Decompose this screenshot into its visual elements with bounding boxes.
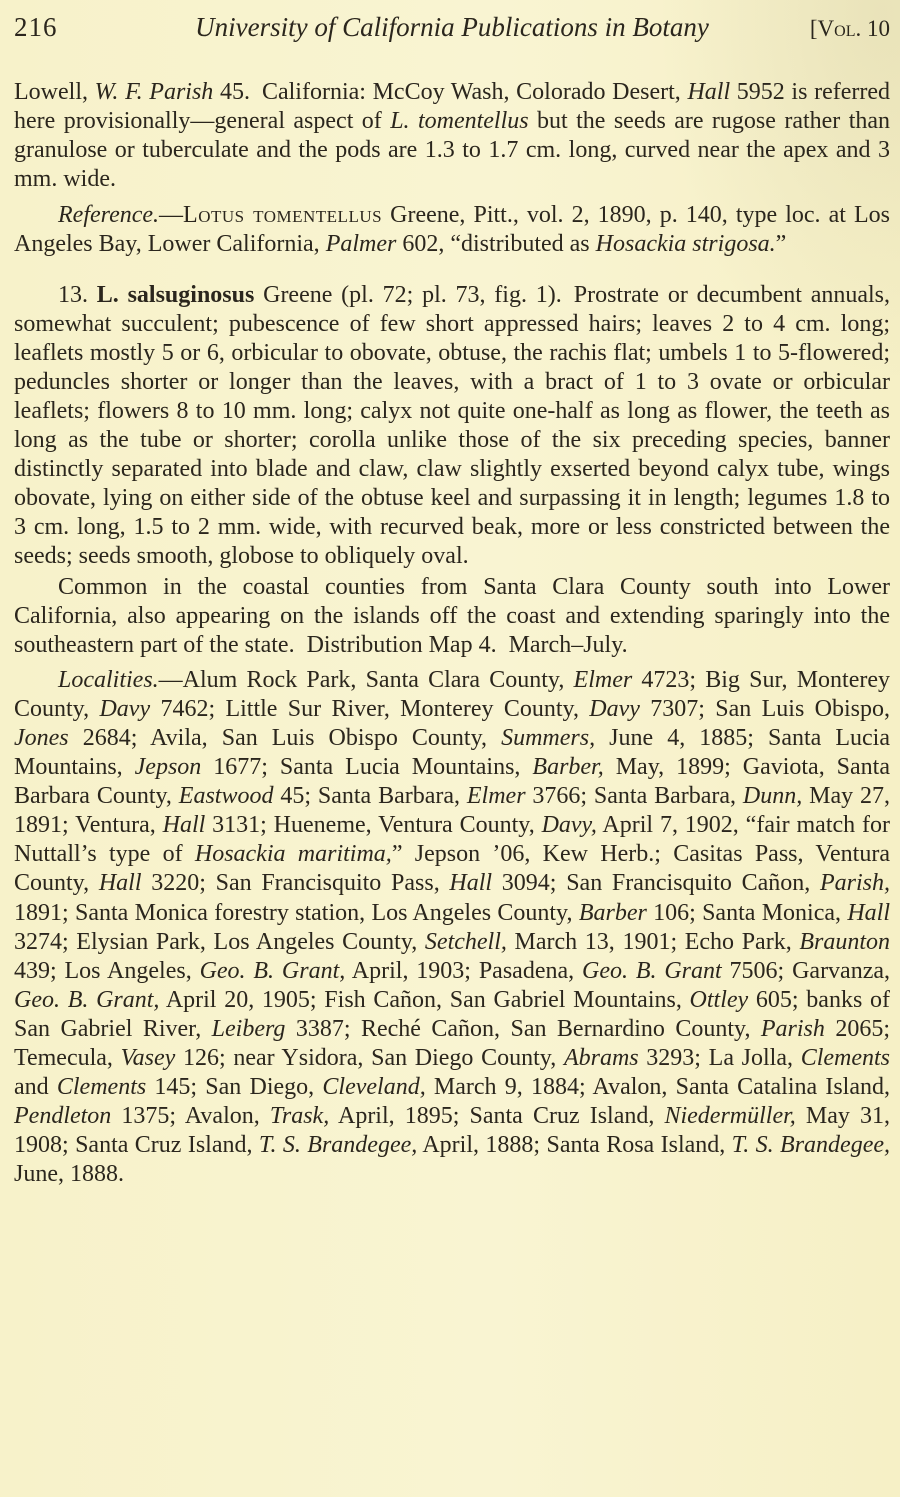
text-segment: Jepson (134, 754, 202, 781)
text-segment: Localities. (58, 666, 159, 693)
text-segment: Hosackia maritima, (194, 841, 392, 868)
text-segment: 2065; Temecula, (14, 1015, 891, 1071)
text-segment: 4723; Big Sur, Monterey County, (14, 666, 890, 722)
text-segment: T. S. Brandegee, (258, 1132, 418, 1159)
text-segment: 602, “distributed as (396, 231, 596, 258)
distribution-paragraph (14, 573, 890, 660)
text-segment: Abrams (563, 1045, 639, 1071)
text-segment: April, 1895; Santa Cruz Island, (329, 1103, 665, 1130)
text-segment: ” Jepson ’06, Kew Herb.; Casitas Pass, Ventura County, (14, 841, 890, 897)
text-segment: Hosackia strigosa. (595, 231, 776, 258)
text-segment: Geo. B. Grant (582, 957, 722, 984)
text-segment: 3274; Elysian Park, Los Angeles County, (14, 928, 425, 955)
localities-paragraph (14, 666, 890, 1190)
text-segment: Hall (449, 870, 493, 897)
text-segment: 45; Santa Barbara, (273, 783, 467, 810)
text-segment: W. F. Parish (94, 79, 214, 105)
species-description-paragraph (14, 281, 890, 572)
text-segment: Pendleton (14, 1103, 112, 1130)
text-segment: Eastwood (178, 783, 274, 810)
text-segment: April 7, 1902, “fair match for Nuttall’s type of (14, 812, 890, 868)
text-segment: Dunn, (742, 783, 803, 810)
text-segment: 106; Santa Monica, (646, 899, 848, 926)
text-segment: but the seeds are rugose rather than granulose or tuberculate and the pods are 1.3 to 1.7 cm. long, curved near the apex and 3 mm. wide. (14, 108, 891, 193)
text-segment: 439; Los Angeles, (14, 957, 200, 984)
journal-title: University of California Publications in Botany (195, 12, 709, 42)
text-segment: 3766; Santa Barbara, (525, 783, 743, 810)
text-segment: —Alum Rock Park, Santa Clara County, (158, 666, 574, 693)
text-segment: Lowell, (14, 79, 95, 105)
text-segment: May, 1899; Gaviota, Santa Barbara County, (14, 754, 890, 810)
text-segment: June 4, 1885; Santa Lucia Mountains, (14, 724, 890, 781)
page-body (14, 78, 890, 1189)
text-segment: Parish, (819, 870, 890, 897)
text-segment: June, 1888. (14, 1161, 124, 1188)
text-segment: Barber, (532, 754, 604, 781)
continuation-paragraph (14, 78, 890, 194)
text-segment: 1375; Avalon, (111, 1103, 270, 1130)
text-segment: April 20, 1905; Fish Cañon, San Gabriel Mountains, (159, 986, 690, 1013)
text-segment: 45. California: McCoy Wash, Colorado Desert, (213, 79, 688, 105)
text-segment: Vasey (120, 1045, 176, 1071)
text-segment: Elmer (466, 783, 526, 810)
text-segment: 126; near Ysidora, San Diego County, (175, 1045, 564, 1071)
text-segment: Clements (56, 1074, 147, 1101)
text-segment: ” (775, 231, 787, 258)
text-segment: Summers, (501, 724, 596, 751)
text-segment: 7506; Garvanza, (721, 957, 891, 984)
text-segment: Cleveland, (322, 1074, 426, 1101)
text-segment: and (14, 1074, 57, 1101)
text-segment: 13. (58, 281, 97, 308)
text-segment: March 9, 1884; Avalon, Santa Catalina Island, (425, 1074, 890, 1101)
text-segment: Davy, (541, 812, 597, 839)
text-segment: Davy (589, 695, 640, 722)
text-segment: March 13, 1901; Echo Park, (506, 928, 800, 955)
text-segment: 3387; Reché Cañon, San Bernardino County, (285, 1015, 761, 1042)
text-segment: 2684; Avila, San Luis Obispo County, (68, 724, 502, 751)
page-number: 216 (14, 12, 58, 42)
text-segment: T. S. Brandegee, (731, 1132, 891, 1159)
text-segment: Lotus tomentellus (183, 202, 383, 229)
text-segment: — (159, 202, 184, 229)
text-segment: Geo. B. Grant, (199, 957, 346, 984)
text-segment: Hall (687, 79, 731, 105)
text-segment: Hall (162, 812, 206, 839)
text-segment: Hall (98, 870, 142, 897)
text-segment: 5952 is referred here provisionally—general aspect of (14, 79, 890, 135)
text-segment: 145; San Diego, (146, 1074, 323, 1101)
text-segment: Jones (14, 724, 69, 751)
text-segment: 605; banks of San Gabriel River, (14, 986, 890, 1042)
volume-label: [Vol. 10 (809, 16, 890, 41)
text-segment: April, 1903; Pasadena, (345, 957, 582, 984)
text-segment: 1891; Santa Monica forestry station, Los Angeles County, (14, 899, 579, 926)
text-segment: Barber (578, 899, 647, 926)
text-segment: May 27, 1891; Ventura, (14, 783, 890, 839)
text-segment: 3293; La Jolla, (638, 1045, 801, 1071)
text-segment: Palmer (325, 231, 397, 258)
text-segment: 3220; San Francisquito Pass, (141, 870, 450, 897)
page-header (14, 12, 890, 43)
text-segment: Reference. (58, 202, 160, 229)
text-segment: May 31, 1908; Santa Cruz Island, (14, 1103, 890, 1159)
text-segment: Hall (847, 899, 890, 926)
text-segment: L. salsuginosus (96, 281, 255, 308)
text-segment: Greene (pl. 72; pl. 73, fig. 1). Prostrate or decumbent annuals, somewhat succulent; pubescence of few short appressed hairs; leaves 2 to 4 cm. long; leaflets mostly 5 or 6, orbicular to obovate, obtuse, the rachis flat; umbels 1 to 5-flowered; peduncles shorter or longer than the leaves, with a bract of 1 to 3 ovate or orbicular leaflets; flowers 8 to 10 mm. long; calyx not quite one-half as long as flower, the teeth as long as the tube or shorter; corolla unlike those of the six preceding species, banner distinctly separated into blade and claw, claw slightly exserted beyond calyx tube, wings obovate, lying on either side of the obtuse keel and surpassing it in length; legumes 1.8 to 3 cm. long, 1.5 to 2 mm. wide, with recurved beak, more or less constricted between the seeds; seeds smooth, globose to obliquely oval. (14, 281, 891, 570)
text-segment: Niedermüller, (664, 1103, 796, 1130)
text-segment: Setchell, (424, 928, 507, 955)
text-segment: Parish (760, 1015, 825, 1042)
text-segment: April, 1888; Santa Rosa Island, (417, 1132, 732, 1159)
text-segment: 3131; Hueneme, Ventura County, (205, 812, 542, 839)
text-segment: 1677; Santa Lucia Mountains, (201, 754, 533, 781)
text-segment: Greene, Pitt., vol. 2, 1890, p. 140, type loc. at Los Angeles Bay, Lower California, (14, 202, 890, 258)
text-segment: Davy (99, 695, 151, 722)
text-segment: Ottley (689, 986, 749, 1013)
text-segment: Leiberg (211, 1015, 286, 1042)
text-segment: Braunton (799, 928, 891, 955)
text-segment: 3094; San Francisquito Cañon, (492, 870, 820, 897)
text-segment: L. tomentellus (390, 108, 529, 135)
text-segment: Geo. B. Grant, (14, 986, 160, 1013)
text-segment: Clements (800, 1045, 891, 1071)
reference-paragraph (14, 201, 890, 259)
text-segment: Elmer (573, 666, 633, 693)
text-segment: Common in the coastal counties from Santa Clara County south into Lower California, also appearing on the islands off the coast and extending sparingly into the southeastern part of the state. Distribution Map 4. March–July. (14, 573, 890, 658)
text-segment: 7307; San Luis Obispo, (639, 695, 890, 722)
text-segment: 7462; Little Sur River, Monterey County, (150, 695, 590, 722)
text-segment: Trask, (269, 1103, 330, 1130)
